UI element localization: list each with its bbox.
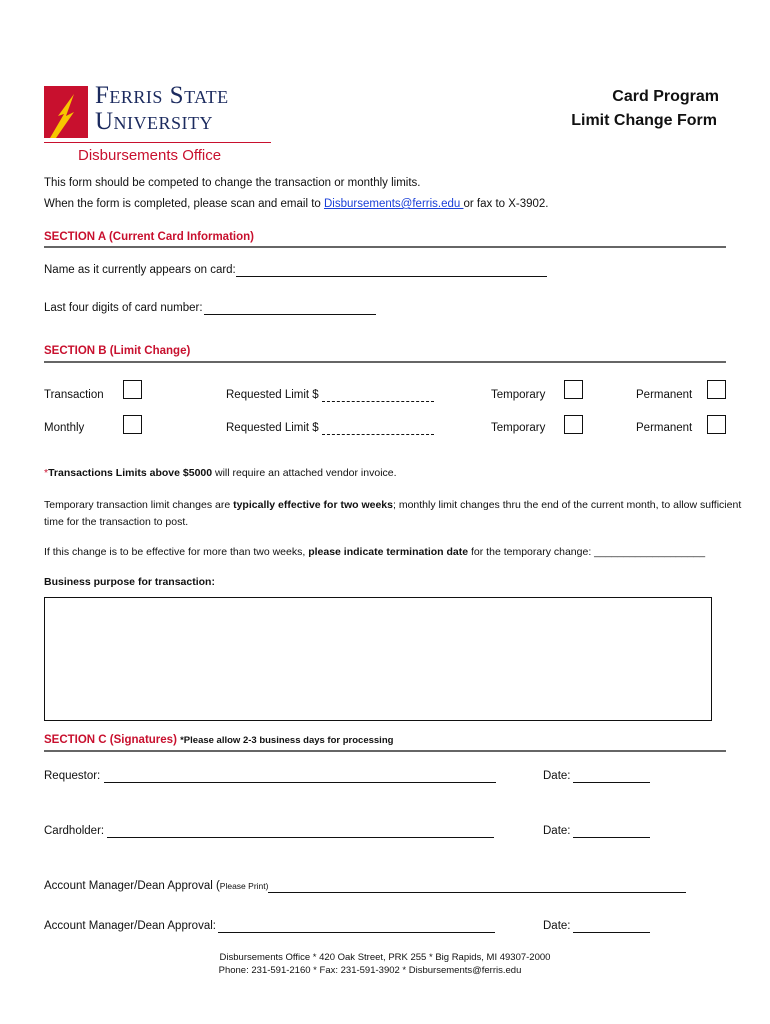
section-a-heading: SECTION A (Current Card Information): [44, 231, 254, 243]
cardholder-label: Cardholder:: [44, 825, 105, 837]
temporary-label: Temporary: [491, 389, 546, 401]
name-on-card-field[interactable]: [236, 276, 547, 277]
limit-type-label: Monthly: [44, 422, 85, 434]
transaction-temporary-checkbox[interactable]: [564, 380, 583, 399]
intro-line2-pre: When the form is completed, please scan and email to: [44, 198, 324, 210]
transaction-checkbox[interactable]: [123, 380, 142, 399]
last-four-field[interactable]: [204, 314, 376, 315]
note-pre: Temporary transaction limit changes are: [44, 499, 234, 511]
monthly-checkbox[interactable]: [123, 415, 142, 434]
requestor-date-field[interactable]: [573, 782, 650, 783]
transaction-limit-field[interactable]: [322, 401, 434, 402]
section-c-rule: [44, 750, 726, 752]
form-title-line2: Limit Change Form: [571, 112, 717, 129]
date-label: Date:: [543, 825, 571, 837]
approval-print-pre: Account Manager/Dean Approval (: [44, 880, 220, 892]
limit-note-invoice: [44, 467, 397, 479]
business-purpose-label: Business purpose for transaction:: [44, 576, 215, 588]
note-post: ; monthly limit changes thru the end of the current month, to allow sufficient: [393, 499, 742, 511]
approval-print-label: [44, 880, 268, 892]
intro-line2-post: or fax to X-3902.: [463, 198, 549, 210]
note-star: *: [44, 467, 49, 479]
approval-date-field[interactable]: [573, 932, 650, 933]
temporary-label: Temporary: [491, 422, 546, 434]
approval-label: Account Manager/Dean Approval:: [44, 920, 216, 932]
footer-contact: Phone: 231-591-2160 * Fax: 231-591-3902 * Disbursements@ferris.edu: [218, 965, 522, 976]
approval-print-name-field[interactable]: [268, 892, 686, 893]
footer-address: Disbursements Office * 420 Oak Street, PRK 255 * Big Rapids, MI 49307-2000: [219, 952, 551, 963]
note-bold: please indicate termination date: [308, 546, 469, 558]
approval-print-small: Please Print): [219, 881, 269, 891]
requested-limit-label: Requested Limit $: [226, 389, 319, 401]
limit-note-duration-line2: time for the transaction to post.: [44, 516, 189, 528]
requestor-signature-field[interactable]: [104, 782, 496, 783]
transaction-permanent-checkbox[interactable]: [707, 380, 726, 399]
requestor-label: Requestor:: [44, 770, 101, 782]
note-post: for the temporary change: ___________________: [468, 546, 706, 558]
section-c-heading: SECTION C (Signatures): [44, 734, 177, 746]
university-logo: [44, 84, 274, 164]
section-c-heading-row: [44, 734, 393, 746]
section-a-rule: [44, 246, 726, 248]
logo-name-line1: Ferris State: [95, 82, 229, 109]
section-b-rule: [44, 361, 726, 363]
monthly-permanent-checkbox[interactable]: [707, 415, 726, 434]
limit-type-label: Transaction: [44, 389, 104, 401]
processing-note: *Please allow 2-3 business days for processing: [180, 735, 394, 746]
limit-note-duration: [44, 499, 742, 511]
cardholder-signature-field[interactable]: [107, 837, 494, 838]
logo-rule: [44, 142, 271, 143]
date-label: Date:: [543, 920, 571, 932]
flame-logo-icon: [44, 86, 88, 138]
termination-date-note: [44, 546, 705, 558]
date-label: Date:: [543, 770, 571, 782]
name-on-card-label: Name as it currently appears on card:: [44, 264, 236, 276]
note-rest: will require an attached vendor invoice.: [212, 467, 397, 479]
intro-line1: This form should be competed to change the transaction or monthly limits.: [44, 177, 421, 189]
office-name: Disbursements Office: [78, 147, 222, 164]
email-link[interactable]: Disbursements@ferris.edu: [323, 198, 464, 210]
note-bold: Transactions Limits above $5000: [48, 467, 213, 479]
permanent-label: Permanent: [636, 389, 693, 401]
note-bold: typically effective for two weeks: [233, 499, 393, 511]
logo-name-line2: University: [95, 108, 214, 135]
approval-signature-field[interactable]: [218, 932, 495, 933]
last-four-label: Last four digits of card number:: [44, 302, 203, 314]
business-purpose-field[interactable]: [44, 597, 712, 721]
permanent-label: Permanent: [636, 422, 693, 434]
monthly-temporary-checkbox[interactable]: [564, 415, 583, 434]
form-title-line1: Card Program: [612, 88, 719, 105]
monthly-limit-field[interactable]: [322, 434, 434, 435]
requested-limit-label: Requested Limit $: [226, 422, 319, 434]
section-b-heading: SECTION B (Limit Change): [44, 345, 191, 357]
note-pre: If this change is to be effective for more than two weeks,: [44, 546, 309, 558]
intro-line2: [44, 198, 549, 210]
cardholder-date-field[interactable]: [573, 837, 650, 838]
